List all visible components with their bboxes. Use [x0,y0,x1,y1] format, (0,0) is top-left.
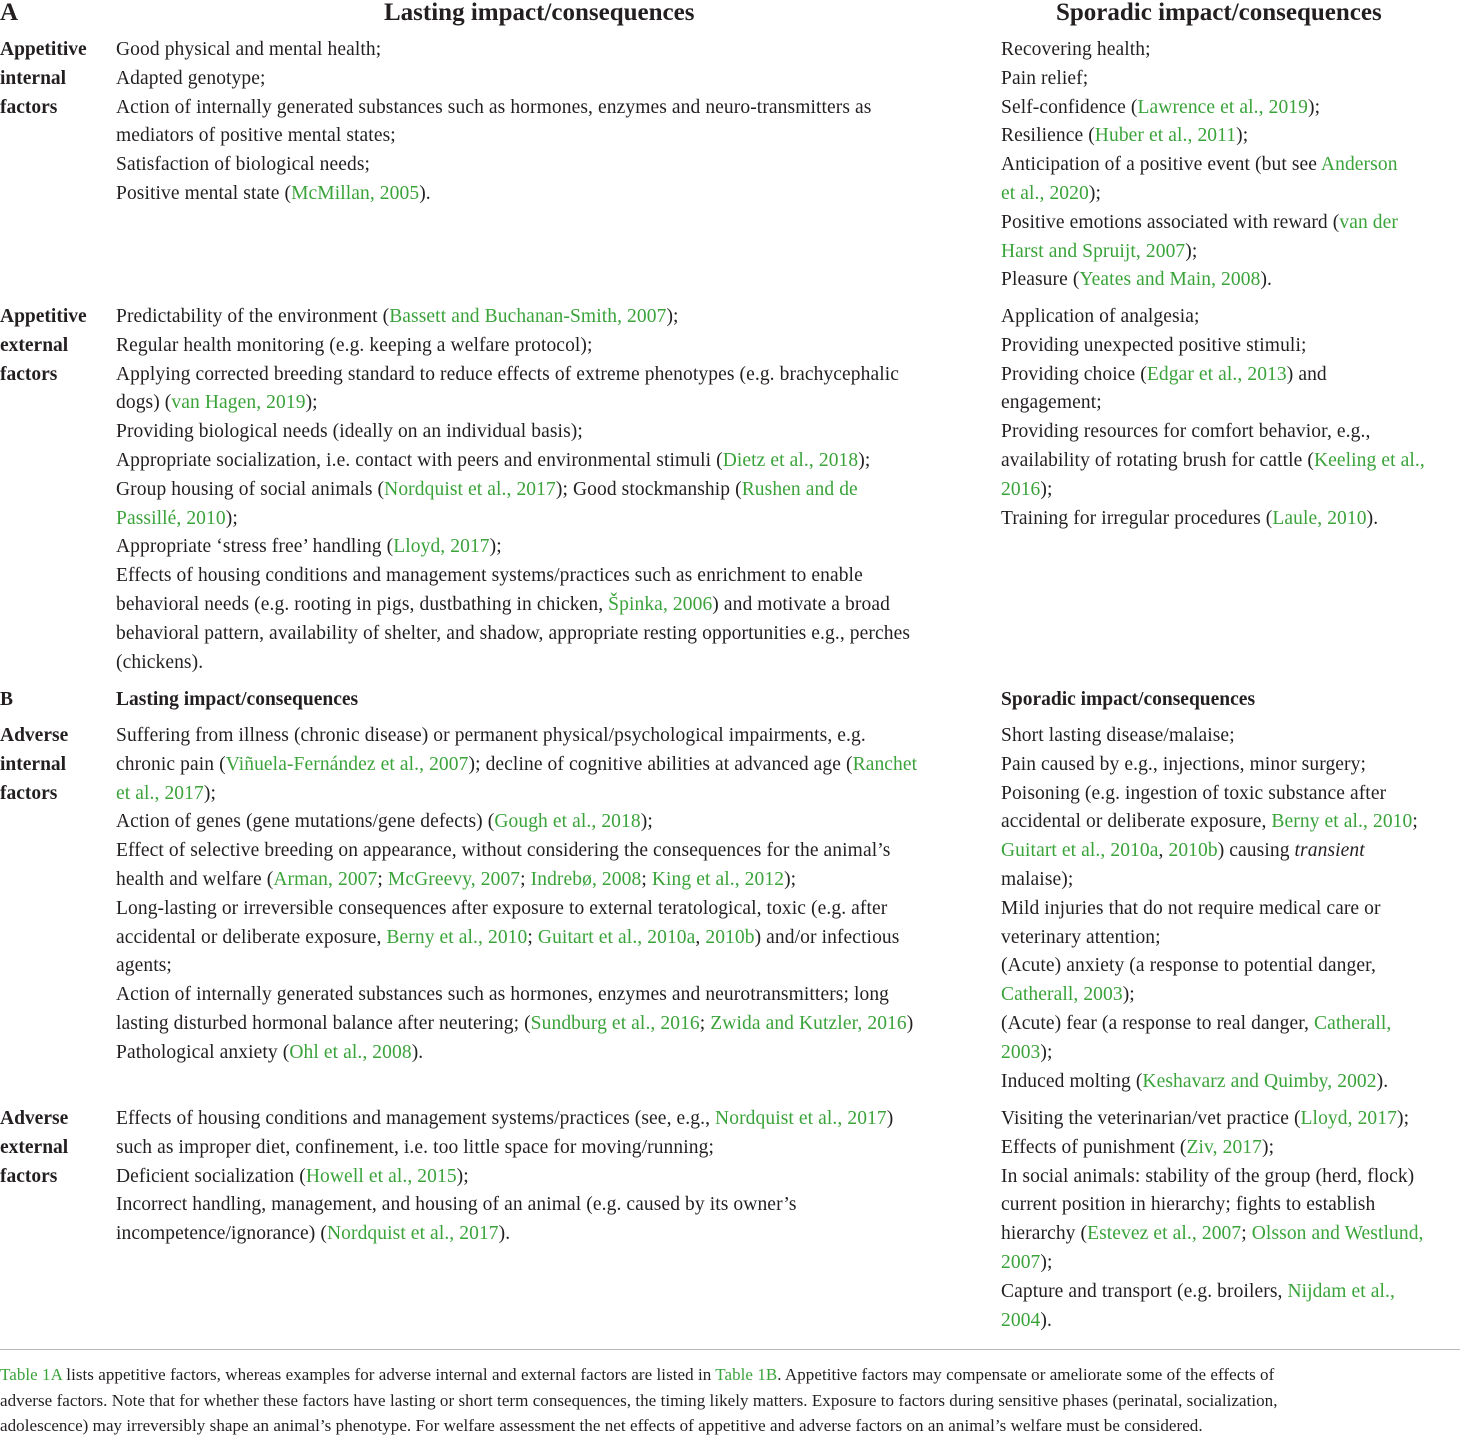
text-run: Effect of selective breeding on appearance, without considering the consequences for the animal’s [116,840,891,862]
citation-link[interactable]: 2004 [1001,1309,1041,1331]
text-run: Action of internally generated substances such as hormones, enzymes and neurotransmitters; long [116,984,890,1006]
text-run: ; [377,868,388,890]
citation-link[interactable]: Arman, 2007 [273,868,378,890]
row-label-line: Adverse [0,1108,69,1129]
text-run: , [1158,840,1169,862]
text-run: ; [527,926,538,948]
text-line [1001,1220,1460,1249]
text-line [116,1134,986,1163]
text-run: , [695,926,706,948]
text-run: Long-lasting or irreversible consequences after exposure to external teratological, toxic (e.g. after [116,897,888,919]
citation-link[interactable]: Ziv, 2017 [1186,1136,1262,1158]
row-label [0,36,112,122]
section-a-lasting-header: Lasting impact/consequences [384,0,695,26]
text-line [116,303,986,332]
citation-link[interactable]: Nijdam et al., [1287,1280,1396,1302]
text-line [116,1010,986,1039]
text-run: ); [203,782,216,804]
citation-link[interactable]: Berny et al., 2010 [386,926,528,948]
text-run: ) [906,1012,914,1034]
text-run: behavioral pattern, availability of shelter, and shadow, appropriate resting opportunities e.g., perches [116,622,911,644]
text-line [116,94,986,123]
text-line [116,924,986,953]
citation-link[interactable]: Bassett and Buchanan-Smith, 2007 [389,306,667,327]
text-run: ); [1040,478,1053,500]
sporadic-cell [1001,303,1460,533]
text-line [1001,1163,1460,1192]
text-run: ). [1040,1309,1052,1331]
text-run: ); [1040,1251,1053,1273]
text-run: ). [498,1223,511,1245]
text-run: engagement; [1001,392,1102,414]
text-run: (Acute) fear (a response to real danger, [1001,1012,1314,1034]
text-run: ); [640,811,653,833]
text-line [1001,266,1460,295]
text-run: Positive mental state ( [116,182,292,204]
text-run: ); [1236,125,1249,147]
text-run: Providing unexpected positive stimuli; [1001,334,1307,356]
text-run: availability of rotating brush for cattle ( [1001,449,1314,471]
text-line [1001,303,1460,332]
sporadic-cell [1001,722,1460,1096]
text-run: ; [520,868,531,890]
citation-link[interactable]: Guitart et al., 2010a [537,926,696,948]
text-line [1001,65,1460,94]
text-line [116,418,986,447]
text-run: Pain relief; [1001,67,1089,89]
text-run: Induced molting ( [1001,1070,1143,1092]
lasting-cell [116,36,986,209]
citation-link[interactable]: Sundburg et al., 2016 [530,1012,700,1034]
citation-link[interactable]: Catherall, 2003 [1001,984,1123,1006]
citation-link[interactable]: Catherall, [1314,1012,1392,1034]
text-run: Pathological anxiety ( [116,1041,290,1063]
citation-link[interactable]: van Hagen, 2019 [171,392,306,414]
text-line [116,1039,986,1068]
text-run: Satisfaction of biological needs; [116,154,371,176]
sporadic-cell [1001,1105,1460,1335]
citation-link[interactable]: King et al., 2012 [651,868,785,890]
text-line [116,808,986,837]
text-run: Predictability of the environment ( [116,306,390,327]
row-label-line: internal [0,753,67,775]
citation-link[interactable]: Harst and Spruijt, 2007 [1001,240,1186,262]
text-run: dogs) ( [116,392,172,414]
text-run: Applying corrected breeding standard to reduce effects of extreme phenotypes (e.g. brachycephalic [116,363,900,385]
text-run: such as improper diet, confinement, i.e. too little space for moving/running; [116,1136,714,1158]
text-run: ) and/or infectious [754,926,900,948]
row-label-line: factors [0,363,58,385]
citation-link[interactable]: Ohl et al., 2008 [289,1041,412,1063]
text-run: behavioral needs (e.g. rooting in pigs, dustbathing in chicken, [116,593,609,615]
text-run: ). [1366,507,1379,529]
text-run: adolescence) may irreversibly shape an animal’s phenotype. For welfare assessment the net effects of appetitive and adverse factors on an animal’s welfare must be considered. [0,1416,1203,1435]
sporadic-cell [1001,36,1460,295]
text-run: Action of genes (gene mutations/gene defects) ( [116,811,495,833]
text-line [116,36,986,65]
text-run: ); [858,449,871,471]
text-run: (Acute) anxiety (a response to potential danger, [1001,955,1376,977]
text-line [116,895,986,924]
text-run: Pleasure ( [1001,269,1080,291]
text-run: Providing resources for comfort behavior, e.g., [1001,421,1371,443]
citation-link[interactable]: 2010b [1168,840,1218,862]
citation-link[interactable]: Lloyd, 2017 [393,536,490,558]
row-label-line: external [0,334,69,356]
lasting-cell [116,303,986,677]
text-run: ); [225,507,238,529]
text-run: ; [641,868,652,890]
table-footnote [0,1362,1460,1439]
text-run: Incorrect handling, management, and housing of an animal (e.g. caused by its owner’s [116,1194,797,1216]
text-line [1001,361,1460,390]
text-line [1001,418,1460,447]
text-run: Mild injuries that do not require medical care or [1001,897,1381,919]
row-label-line: factors [0,1165,58,1187]
text-line [116,447,986,476]
citation-link[interactable]: Berny et al., 2010 [1271,811,1413,833]
text-line [0,1413,1460,1439]
citation-link[interactable]: 2016 [1001,478,1041,500]
text-line [116,722,986,751]
text-run: Action of internally generated substances such as hormones, enzymes and neuro-transmitters as [116,96,872,118]
citation-link[interactable]: Huber et al., 2011 [1094,125,1237,147]
citation-link[interactable]: Nordquist et al., 2017 [715,1108,887,1129]
text-run: ); [1088,182,1101,204]
text-line [116,981,986,1010]
text-line [116,562,986,591]
text-run: ) and [1286,363,1327,385]
text-run: Anticipation of a positive event (but see [1001,154,1321,176]
text-run: Resilience ( [1001,125,1095,147]
text-run: Adapted genotype; [116,67,266,89]
text-run: Appropriate socialization, i.e. contact with peers and environmental stimuli ( [116,449,723,471]
text-run: Application of analgesia; [1001,306,1200,327]
text-run: ); [666,306,679,327]
citation-link[interactable]: Viñuela-Fernández et al., 2007 [225,753,469,775]
text-run: ; [699,1012,711,1034]
text-line [1001,476,1460,505]
citation-link[interactable]: Nordquist et al., 2017 [326,1223,499,1245]
text-run: adverse factors. Note that for whether these factors have lasting or short term consequences, the timing likely matters. Exposure to factors during sensitive phases (perinatal, socialization, [0,1390,1278,1410]
text-run: Visiting the veterinarian/vet practice ( [1001,1108,1301,1129]
text-line [1001,180,1460,209]
text-line [116,591,986,620]
citation-link[interactable]: Anderson [1320,154,1398,176]
text-run: ). [1376,1070,1389,1092]
text-run: Short lasting disease/malaise; [1001,725,1235,746]
text-run: Training for irregular procedures ( [1001,507,1273,529]
citation-link[interactable]: Olsson and Westlund, [1251,1223,1424,1245]
row-label-line: factors [0,782,58,804]
citation-link[interactable]: McMillan, 2005 [291,182,420,204]
citation-link[interactable]: Dietz et al., 2018 [722,449,859,471]
text-run: ) and motivate a broad [712,593,890,615]
text-run: ). [411,1041,424,1063]
text-line [1001,981,1460,1010]
text-run: ; [1412,811,1418,833]
text-line [1001,447,1460,476]
text-line [116,505,986,534]
text-run: ); Good stockmanship ( [555,478,742,500]
text-line [1001,151,1460,180]
text-run: Effects of housing conditions and management systems/practices (see, e.g., [116,1108,716,1129]
text-line [1001,389,1460,418]
text-run: ); [784,868,797,890]
row-label-line: Appetitive [0,306,87,327]
text-run: ); [1396,1108,1410,1129]
text-line [1001,808,1460,837]
text-run: . Appetitive factors may compensate or ameliorate some of the effects of [777,1365,1275,1384]
text-run: ); decline of cognitive abilities at advanced age ( [468,753,853,775]
text-run: Good physical and mental health; [116,39,382,60]
text-line [1001,122,1460,151]
citation-link[interactable]: Table 1B [715,1365,778,1384]
text-run: mediators of positive mental states; [116,125,396,147]
text-run: In social animals: stability of the group (herd, flock) [1001,1165,1415,1187]
lasting-cell [116,1105,986,1249]
row-label-line: Appetitive [0,39,87,60]
text-line [116,332,986,361]
section-b-sporadic-header: Sporadic impact/consequences [1001,689,1256,710]
text-line [1001,780,1460,809]
citation-link[interactable]: Špinka, 2006 [608,593,713,615]
text-run: ) causing [1217,840,1295,862]
citation-link[interactable]: Nordquist et al., 2017 [384,478,556,500]
row-label [0,1105,112,1191]
text-line [1001,332,1460,361]
citation-link[interactable]: Gough et al., 2018 [494,811,641,833]
section-a-letter: A [0,0,19,26]
text-run: ); [489,536,502,558]
text-run: veterinary attention; [1001,926,1161,948]
text-line [116,1105,986,1134]
text-line [116,122,986,151]
text-run: Capture and transport (e.g. broilers, [1001,1280,1288,1302]
row-label-line: external [0,1136,69,1158]
text-line [116,837,986,866]
citation-link[interactable]: Indrebø, 2008 [530,868,642,890]
text-run: Poisoning (e.g. ingestion of toxic substance after [1001,782,1387,804]
text-line [1001,837,1460,866]
text-line [1001,94,1460,123]
text-line [116,389,986,418]
text-run: Regular health monitoring (e.g. keeping a welfare protocol); [116,334,593,356]
citation-link[interactable]: Ranchet [852,753,918,775]
citation-link[interactable]: 2010b [705,926,755,948]
text-line [1001,924,1460,953]
section-b-letter: B [0,689,14,710]
text-run: Providing biological needs (ideally on an individual basis); [116,421,583,443]
text-run: hierarchy ( [1001,1223,1088,1245]
text-line [1001,751,1460,780]
citation-link[interactable]: Passillé, 2010 [116,507,226,529]
text-line [1001,1134,1460,1163]
citation-link[interactable]: Table 1A [0,1365,62,1384]
text-line [1001,1191,1460,1220]
text-line [116,1220,986,1249]
citation-link[interactable]: Guitart et al., 2010a [1001,840,1159,862]
text-run: ) [886,1108,894,1129]
citation-link[interactable]: Keeling et al., [1313,449,1425,471]
citation-link[interactable]: Howell et al., 2015 [305,1165,457,1187]
text-line [1001,505,1460,534]
text-run: Appropriate ‘stress free’ handling ( [116,536,394,558]
row-label-line: Adverse [0,725,69,746]
text-run: chronic pain ( [116,753,226,775]
text-line [1001,1249,1460,1278]
text-line [116,780,986,809]
text-run: Suffering from illness (chronic disease) or permanent physical/psychological impairments, e.g. [116,725,866,746]
text-line [1001,1105,1460,1134]
text-line [1001,1039,1460,1068]
text-line [1001,895,1460,924]
text-run: ); [1122,984,1135,1006]
text-run: accidental or deliberate exposure, [1001,811,1272,833]
citation-link[interactable]: Rushen and de [741,478,858,500]
section-a-sporadic-header: Sporadic impact/consequences [1056,0,1382,26]
citation-link[interactable]: Keshavarz and Quimby, 2002 [1142,1070,1377,1092]
citation-link[interactable]: McGreevy, 2007 [387,868,521,890]
citation-link[interactable]: 2003 [1001,1041,1041,1063]
row-label-line: factors [0,96,58,118]
text-line [1001,1068,1460,1097]
text-run: ); [1308,96,1321,118]
text-run: ). [419,182,431,204]
text-run: health and welfare ( [116,868,274,890]
citation-link[interactable]: Lloyd, 2017 [1300,1108,1397,1129]
text-run: ); [1185,240,1198,262]
citation-link[interactable]: Yeates and Main, 2008 [1079,269,1261,291]
text-line [1001,1278,1460,1307]
text-run: accidental or deliberate exposure, [116,926,387,948]
text-run: Effects of housing conditions and management systems/practices such as enrichment to enable [116,565,863,587]
text-line [116,1191,986,1220]
text-line [116,952,986,981]
text-line [116,1163,986,1192]
text-run: incompetence/ignorance) ( [116,1223,327,1245]
text-line [1001,1010,1460,1039]
text-run: Recovering health; [1001,39,1151,60]
citation-link[interactable]: Zwida and Kutzler, 2016 [710,1012,907,1034]
text-line [0,1388,1460,1414]
section-b-lasting-header: Lasting impact/consequences [116,689,359,710]
citation-link[interactable]: et al., 2020 [1001,182,1089,204]
citation-link[interactable]: Lawrence et al., 2019 [1137,96,1308,118]
text-run: transient [1294,840,1365,862]
text-run: lasting disturbed hormonal balance after neutering; ( [116,1012,531,1034]
text-run: ); [305,392,318,414]
row-label-line: internal [0,67,67,89]
text-run: ). [1260,269,1273,291]
text-run: agents; [116,955,172,977]
text-run: Self-confidence ( [1001,96,1138,118]
text-run: ); [456,1165,469,1187]
text-run: (chickens). [116,651,204,673]
footnote-divider [0,1349,1460,1350]
text-line [116,65,986,94]
text-run: lists appetitive factors, whereas examples for adverse internal and external factors are listed in [62,1365,716,1384]
text-line [1001,866,1460,895]
text-line [116,649,986,678]
text-line [116,180,986,209]
text-line [116,751,986,780]
row-label [0,722,112,808]
text-line [1001,36,1460,65]
text-run: Group housing of social animals ( [116,478,385,500]
citation-link[interactable]: Edgar et al., 2013 [1146,363,1287,385]
text-line [116,151,986,180]
citation-link[interactable]: 2007 [1001,1251,1041,1273]
text-line [116,866,986,895]
text-run: Deficient socialization ( [116,1165,306,1187]
text-run: Providing choice ( [1001,363,1147,385]
text-line [1001,209,1460,238]
citation-link[interactable]: Estevez et al., 2007 [1087,1223,1242,1245]
text-run: malaise); [1001,868,1074,890]
text-line [1001,722,1460,751]
text-line [0,1362,1460,1388]
text-run: Positive emotions associated with reward ( [1001,211,1340,233]
text-line [116,533,986,562]
text-run: ); [1262,1136,1275,1158]
text-run: current position in hierarchy; fights to establish [1001,1194,1376,1216]
text-run: Pain caused by e.g., injections, minor surgery; [1001,753,1367,775]
text-line [1001,952,1460,981]
text-line [1001,1307,1460,1336]
text-run: ; [1241,1223,1252,1245]
citation-link[interactable]: van der [1339,211,1398,233]
lasting-cell [116,722,986,1068]
text-run: Effects of punishment ( [1001,1136,1187,1158]
text-line [116,620,986,649]
text-line [116,476,986,505]
text-run: ); [1040,1041,1053,1063]
row-label [0,303,112,389]
citation-link[interactable]: Laule, 2010 [1272,507,1367,529]
text-line [116,361,986,390]
citation-link[interactable]: et al., 2017 [116,782,204,804]
text-line [1001,238,1460,267]
